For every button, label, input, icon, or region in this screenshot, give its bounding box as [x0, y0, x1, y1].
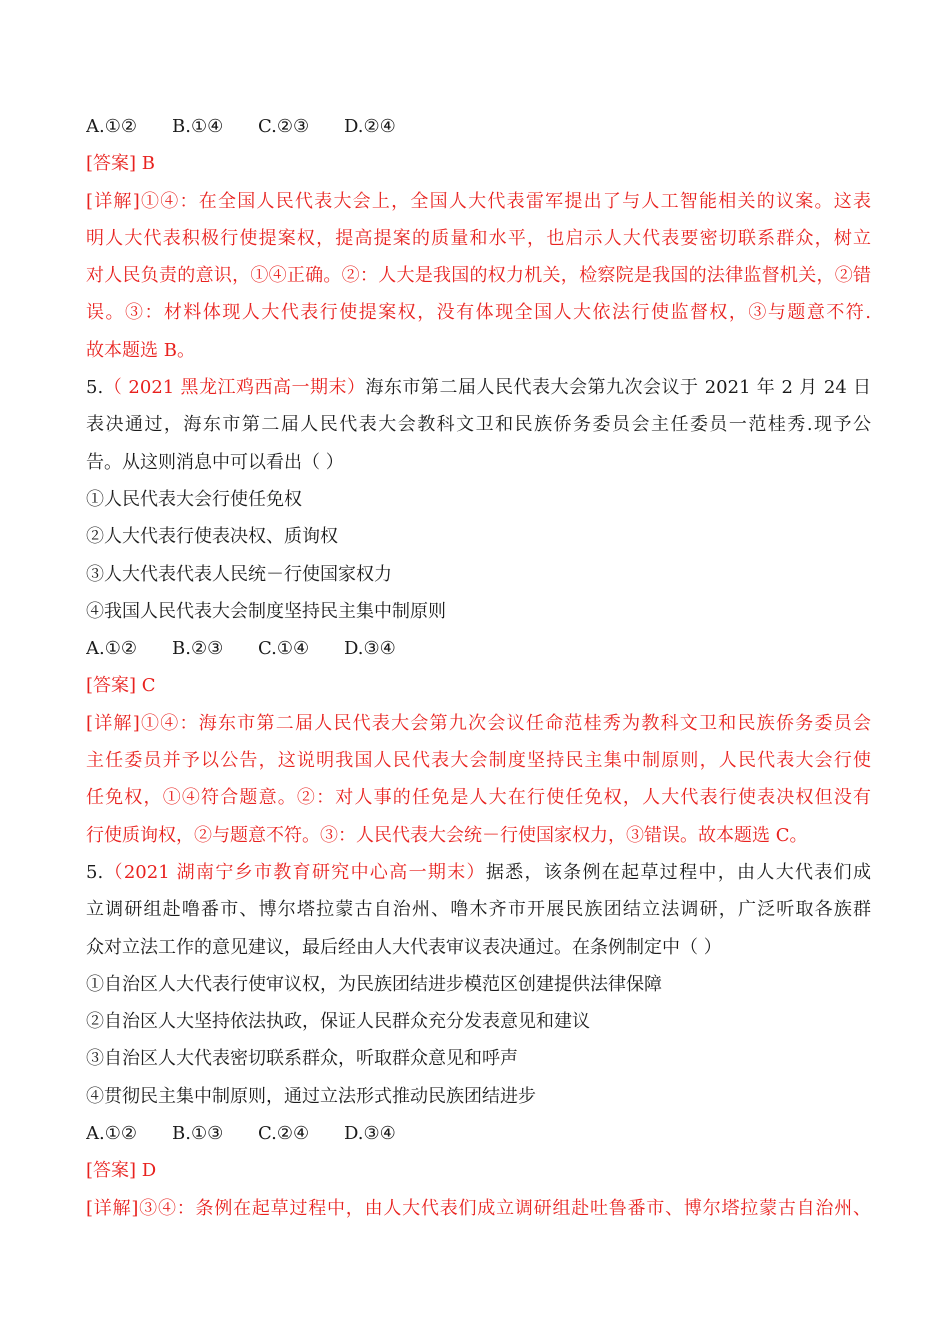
q5a-stem-first: 海东市第二届人民代表大会第九次会议于 2021 年 2 月 24 日: [365, 377, 871, 399]
q5b-statement: ③自治区人大代表密切联系群众，听取群众意见和呼声: [86, 1048, 518, 1070]
q4-option-b: B.①④: [172, 116, 224, 137]
q5a-stem-first-line: [86, 369, 871, 406]
q5b-statement: ④贯彻民主集中制原则，通过立法形式推动民族团结进步: [86, 1085, 536, 1107]
q4-option-a: A.①②: [86, 116, 137, 137]
q5a-option-b: B.②③: [172, 638, 224, 660]
q4-answer: [答案] B: [86, 153, 155, 175]
q5a-answer: [答案] C: [86, 675, 156, 697]
q5a-statement: ③人大代表代表人民统－行使国家权力: [86, 563, 392, 585]
q5a-stem-line: 表决通过，海东市第二届人民代表大会教科文卫和民族侨务委员会主任委员一范桂秀.现予公: [86, 414, 871, 436]
q4-explanation-line: [详解]①④：在全国人民代表大会上，全国人大代表雷军提出了与人工智能相关的议案。这表: [86, 190, 871, 212]
q5b-statement: ②自治区人大坚持依法执政，保证人民群众充分发表意见和建议: [86, 1011, 590, 1033]
q5a-statement: ④我国人民代表大会制度坚持民主集中制原则: [86, 600, 446, 622]
q5b-explanation-line: [详解]③④：条例在起草过程中，由人大代表们成立调研组赴吐鲁番市、博尔塔拉蒙古自治州、: [86, 1197, 871, 1219]
q5a-explanation-line: 主任委员并予以公告，这说明我国人民代表大会制度坚持民主集中制原则，人民代表大会行使: [86, 750, 871, 772]
q5a-option-a: A.①②: [86, 638, 137, 660]
q5a-explanation-line: 行使质询权，②与题意不符。③：人民代表大会统－行使国家权力，③错误。故本题选 C。: [86, 824, 808, 846]
q5b-stem-first: 据悉，该条例在起草过程中，由人大代表们成: [485, 861, 871, 883]
q4-explanation-line: 对人民负责的意识，①④正确。②：人大是我国的权力机关，检察院是我国的法律监督机关，②错: [86, 265, 871, 287]
q4-option-d: D.②④: [344, 116, 396, 137]
q5a-explanation-line: [详解]①④：海东市第二届人民代表大会第九次会议任命范桂秀为教科文卫和民族侨务委员会: [86, 712, 871, 734]
q5b-option-b: B.①③: [172, 1123, 224, 1145]
q5b-number: 5.: [86, 861, 104, 883]
q5a-option-d: D.③④: [344, 638, 396, 660]
q5a-number: 5.: [86, 377, 104, 399]
q5b-option-a: A.①②: [86, 1123, 137, 1145]
q5a-statement: ①人民代表大会行使任免权: [86, 488, 302, 510]
q4-options: [86, 108, 871, 145]
q5a-stem-line: 告。从这则消息中可以看出（ ）: [86, 451, 344, 473]
document-content: [86, 108, 871, 1227]
q5b-source: （2021 湖南宁乡市教育研究中心高一期末）: [103, 861, 486, 883]
q5b-stem-first-line: [86, 854, 871, 891]
q5b-options: [86, 1115, 871, 1152]
q5a-options: [86, 630, 871, 667]
q4-explanation-line: 故本题选 B。: [86, 339, 195, 361]
q5a-source: （ 2021 黑龙江鸡西高一期末）: [103, 377, 366, 399]
q5a-option-c: C.①④: [258, 638, 310, 660]
q4-explanation-line: 明人大代表积极行使提案权，提高提案的质量和水平，也启示人大代表要密切联系群众，树立: [86, 227, 871, 249]
q5a-explanation-line: 任免权，①④符合题意。②：对人事的任免是人大在行使任免权，人大代表行使表决权但没有: [86, 787, 871, 809]
q5a-statement: ②人大代表行使表决权、质询权: [86, 526, 338, 548]
q5b-stem-line: 立调研组赴噜番市、博尔塔拉蒙古自治州、噜木齐市开展民族团结立法调研，广泛听取各族群: [86, 899, 871, 921]
q5b-answer: [答案] D: [86, 1160, 157, 1182]
q5b-statement: ①自治区人大代表行使审议权，为民族团结进步模范区创建提供法律保障: [86, 973, 662, 995]
q5b-option-c: C.②④: [258, 1123, 310, 1145]
q4-option-c: C.②③: [258, 116, 310, 137]
q5b-stem-line: 众对立法工作的意见建议，最后经由人大代表审议表决通过。在条例制定中（ ）: [86, 936, 722, 958]
q4-explanation-line: 误。③：材料体现人大代表行使提案权，没有体现全国人大依法行使监督权，③与题意不符.: [86, 302, 871, 324]
q5b-option-d: D.③④: [344, 1123, 396, 1145]
